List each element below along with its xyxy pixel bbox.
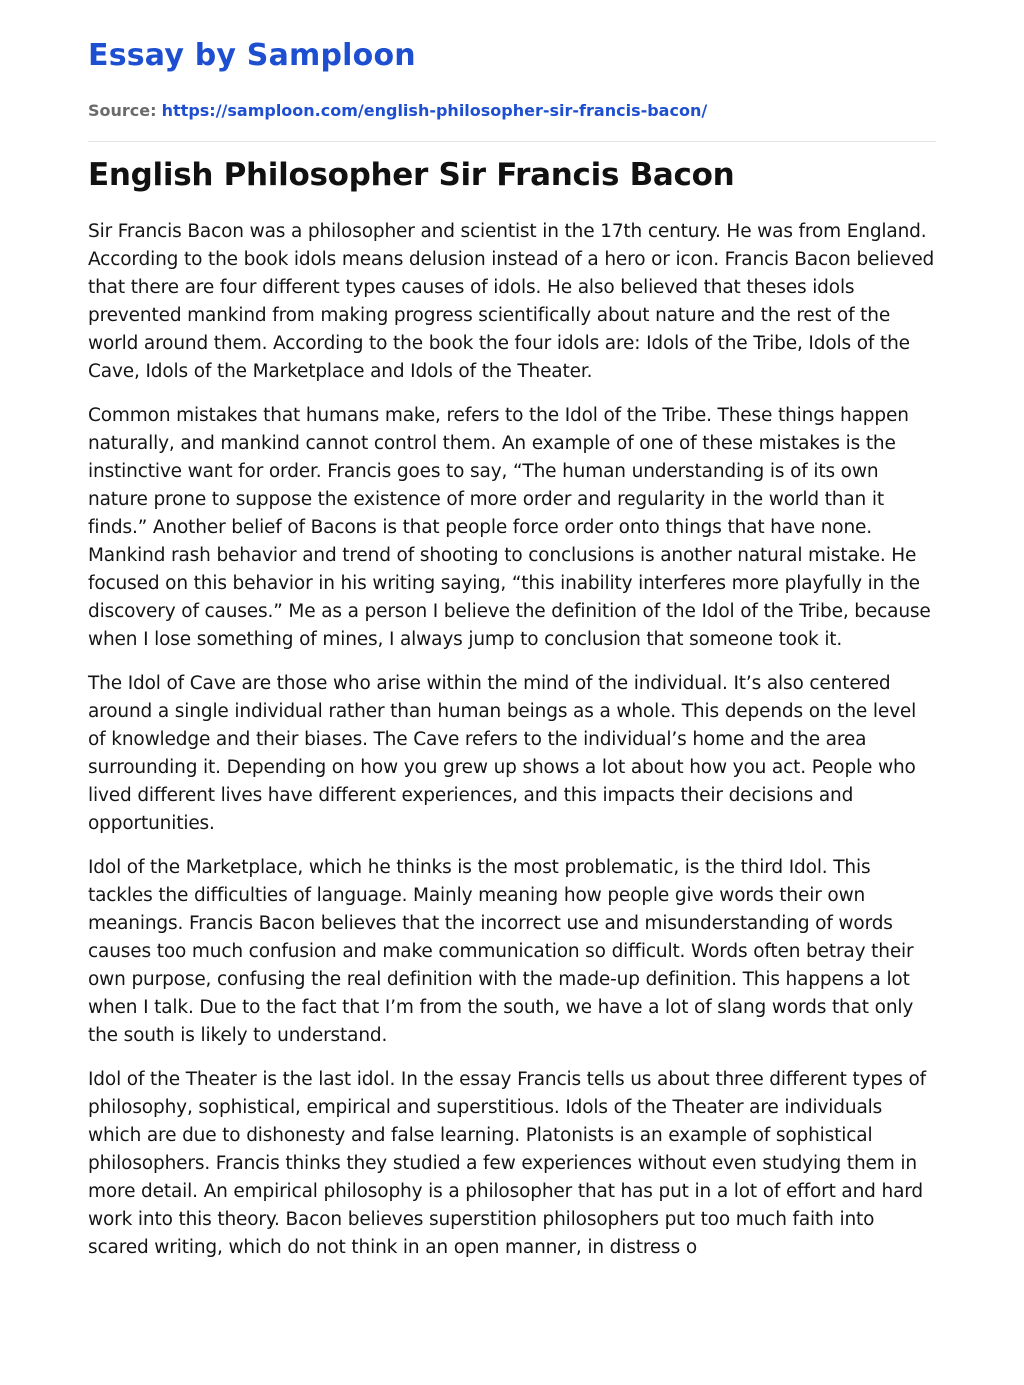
essay-body — [88, 218, 936, 1262]
source-link[interactable]: https://samploon.com/english-philosopher-sir-francis-bacon/ — [161, 101, 708, 120]
paragraph-2: Common mistakes that humans make, refers to the Idol of the Tribe. These things happen naturally, and mankind cannot control them. An example of one of these mistakes is the instinctive want for order. Francis goes to say, “The human understanding is of its own nature prone to suppose the existence of more order and regularity in the world than it finds.” Another belief of Bacons is that people force order onto things that have none. Mankind rash behavior and trend of shooting to conclusions is another natural mistake. He focused on this behavior in his writing saying, “this inability interferes more playfully in the discovery of causes.” Me as a person I believe the definition of the Idol of the Tribe, because when I lose something of mines, I always jump to conclusion that someone took it. — [88, 405, 931, 650]
paragraph-5: Idol of the Theater is the last idol. In the essay Francis tells us about three different types of philosophy, sophistical, empirical and superstitious. Idols of the Theater are individuals which are due to dishonesty and false learning. Platonists is an example of sophistical philosophers. Francis thinks they studied a few experiences without even studying them in more detail. An empirical philosophy is a philosopher that has put in a lot of effort and hard work into this theory. Bacon believes superstition philosophers put too much faith into scared writing, which do not think in an open manner, in distress o — [88, 1069, 926, 1258]
essay-title: English Philosopher Sir Francis Bacon — [88, 157, 735, 193]
document-page — [88, 0, 936, 1262]
source-label: Source: — [88, 101, 157, 120]
site-brand[interactable]: Essay by Samploon — [88, 38, 416, 73]
paragraph-3: The Idol of Cave are those who arise within the mind of the individual. It’s also centered around a single individual rather than human beings as a whole. This depends on the level of knowledge and their biases. The Cave refers to the individual’s home and the area surrounding it. Depending on how you grew up shows a lot about how you act. People who lived different lives have different experiences, and this impacts their decisions and opportunities. — [88, 673, 917, 834]
paragraph-4: Idol of the Marketplace, which he thinks is the most problematic, is the third Idol. This tackles the difficulties of language. Mainly meaning how people give words their own meanings. Francis Bacon believes that the incorrect use and misunderstanding of words causes too much confusion and make communication so difficult. Words often betray their own purpose, confusing the real definition with the made-up definition. This happens a lot when I talk. Due to the fact that I’m from the south, we have a lot of slang words that only the south is likely to understand. — [88, 857, 914, 1046]
paragraph-1: Sir Francis Bacon was a philosopher and scientist in the 17th century. He was from England. According to the book idols means delusion instead of a hero or icon. Francis Bacon believed that there are four different types causes of idols. He also believed that theses idols prevented mankind from making progress scientifically about nature and the rest of the world around them. According to the book the four idols are: Idols of the Tribe, Idols of the Cave, Idols of the Marketplace and Idols of the Theater. — [88, 221, 935, 382]
header-divider — [88, 141, 936, 142]
source-line — [88, 100, 936, 122]
